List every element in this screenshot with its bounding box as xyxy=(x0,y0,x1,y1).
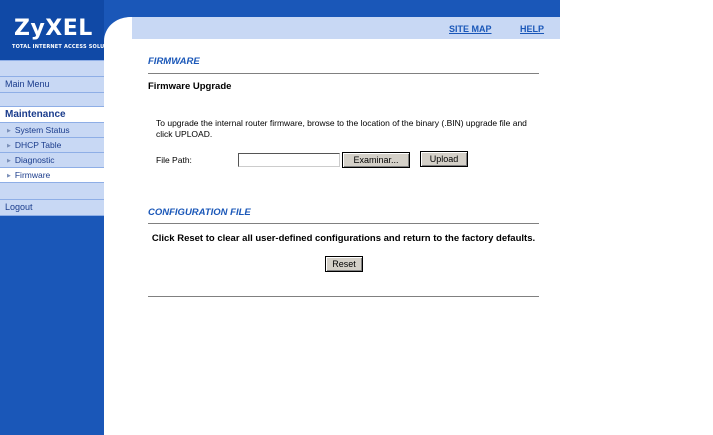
bullet-arrow-icon: ▶ xyxy=(7,143,11,149)
bullet-arrow-icon: ▶ xyxy=(7,128,11,134)
reset-button[interactable]: Reset xyxy=(325,256,363,272)
logo-wordmark: ZyXEL xyxy=(14,16,93,41)
file-path-input[interactable] xyxy=(238,153,340,167)
sidebar-item-firmware[interactable] xyxy=(0,167,104,182)
reset-instruction: Click Reset to clear all user-defined configurations and return to the factory defaults. xyxy=(151,233,536,244)
divider xyxy=(148,223,539,224)
sidebar-spacer xyxy=(0,182,104,199)
bullet-arrow-icon: ▶ xyxy=(7,158,11,164)
top-nav-bar xyxy=(104,17,560,39)
sidebar-item-label: DHCP Table xyxy=(14,140,62,150)
sidebar-section-maintenance: Maintenance xyxy=(0,106,104,122)
firmware-description: To upgrade the internal router firmware, browse to the location of the binary (.BIN) upgrade file and click UPLOAD. xyxy=(156,118,527,139)
sidebar-item-diagnostic[interactable] xyxy=(0,152,104,167)
bullet-arrow-icon: ▶ xyxy=(7,173,11,179)
logo xyxy=(0,0,119,60)
help-link[interactable]: HELP xyxy=(520,24,545,34)
sidebar-item-label: System Status xyxy=(14,125,70,135)
divider xyxy=(148,73,539,74)
sidebar-item-logout[interactable]: Logout xyxy=(0,199,104,215)
sidebar-spacer xyxy=(0,92,104,106)
sidebar-divider xyxy=(0,215,104,216)
sidebar-item-dhcp-table[interactable] xyxy=(0,137,104,152)
browse-button[interactable]: Examinar... xyxy=(342,152,410,168)
file-path-label: File Path: xyxy=(156,155,192,165)
top-banner xyxy=(104,0,560,17)
divider xyxy=(148,296,539,297)
site-map-link[interactable]: SITE MAP xyxy=(449,24,492,34)
sidebar-item-label: Diagnostic xyxy=(14,155,55,165)
firmware-heading: FIRMWARE xyxy=(148,56,200,67)
logo-tagline: TOTAL INTERNET ACCESS SOLUTION xyxy=(12,44,119,50)
sidebar-item-system-status[interactable] xyxy=(0,122,104,137)
upload-button[interactable]: Upload xyxy=(420,151,468,167)
sidebar-item-main-menu[interactable]: Main Menu xyxy=(0,76,104,92)
configuration-heading: CONFIGURATION FILE xyxy=(148,207,251,218)
firmware-upgrade-title: Firmware Upgrade xyxy=(148,81,232,92)
sidebar-spacer xyxy=(0,60,104,76)
sidebar-item-label: Firmware xyxy=(14,170,51,180)
